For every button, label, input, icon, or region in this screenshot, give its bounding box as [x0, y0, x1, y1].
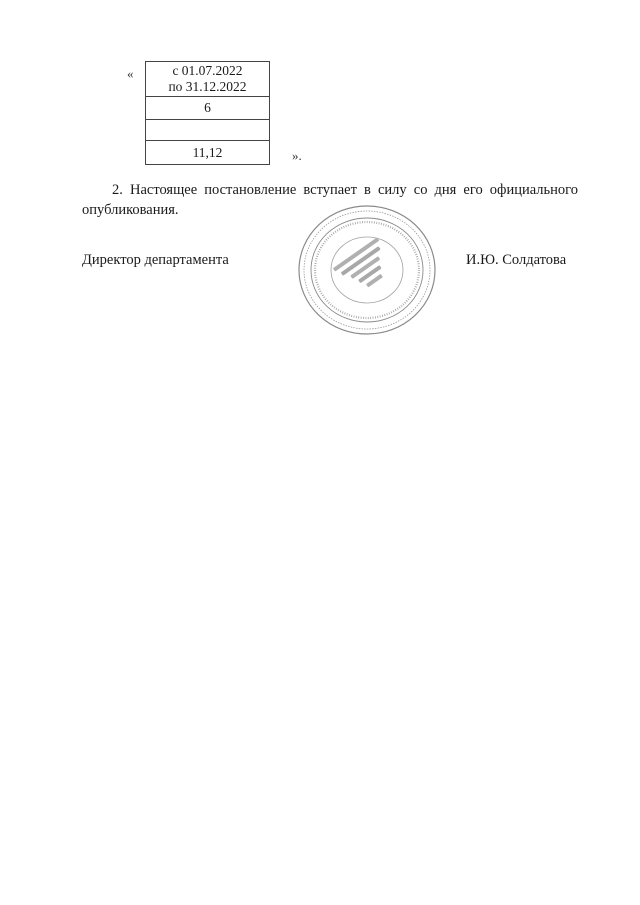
empty-cell — [146, 120, 270, 141]
value-cell: 6 — [146, 97, 270, 120]
table-row — [146, 97, 270, 120]
period-from: с 01.07.2022 — [172, 63, 243, 78]
closing-quote: ». — [292, 148, 302, 163]
period-cell — [146, 62, 270, 97]
table-row — [146, 141, 270, 165]
opening-quote: « — [127, 66, 134, 81]
table-row — [146, 120, 270, 141]
effective-clause: 2. Настоящее постановление вступает в силу со дня его официального опубликования. — [82, 182, 578, 218]
tariff-cell: 11,12 — [146, 141, 270, 165]
signer-name: И.Ю. Солдатова — [466, 252, 567, 268]
period-to: по 31.12.2022 — [168, 79, 247, 94]
table-row — [146, 62, 270, 97]
tariff-table — [145, 61, 270, 165]
signer-title: Директор департамента — [82, 252, 229, 268]
official-stamp-icon — [296, 202, 438, 338]
